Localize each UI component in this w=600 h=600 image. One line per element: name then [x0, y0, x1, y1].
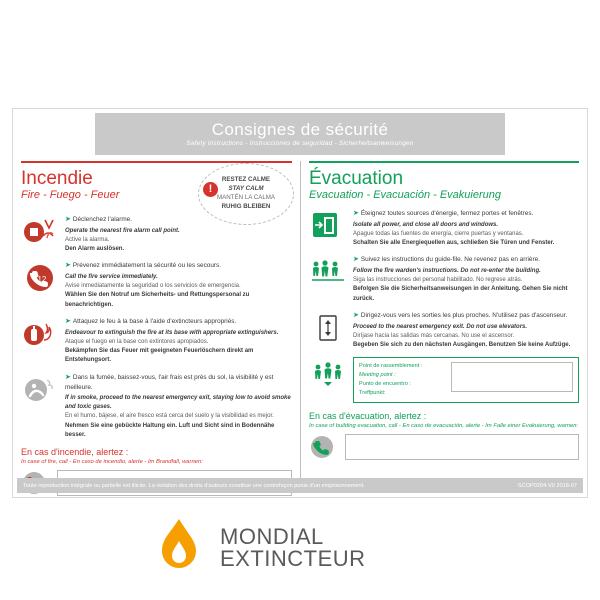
meeting-point-input[interactable] — [451, 362, 573, 392]
line-de: Begeben Sie sich zu den nächsten Ausgängen. Benutzen Sie keine Aufzüge. — [353, 342, 571, 349]
evacuation-alert-subtitle: In case of building evacuation, call - En caso de evacuación, alerte - Im Falle einer Evakuierung, warnen: — [309, 423, 579, 430]
poster-columns — [13, 161, 587, 479]
legal-code: SCOP0204-V0 2018-07 — [517, 482, 577, 489]
meeting-label-de: Treffpunkt: — [359, 390, 386, 397]
line-en: Operate the nearest fire alarm call point. — [65, 227, 180, 234]
emergency-exit-door-icon — [309, 209, 347, 248]
line-es: Apague todas las fuentes de energía, cierre puertas y ventanas. — [353, 230, 524, 237]
line-en: Follow the fire warden's instructions. Do not re-enter the building. — [353, 267, 541, 274]
list-item-translations — [65, 329, 292, 366]
stay-calm-es: MANTÉN LA CALMA — [216, 194, 276, 201]
list-item-translations — [65, 394, 292, 440]
list-item-translations — [353, 323, 579, 351]
assembly-point-icon — [309, 357, 347, 403]
stay-calm-en: STAY CALM — [228, 185, 264, 193]
fire-title: Incendie — [21, 168, 93, 189]
bullet-arrow-icon: ➤ — [353, 256, 359, 264]
list-item — [309, 311, 579, 350]
line-en: Isolate all power, and close all doors and windows. — [353, 221, 499, 228]
brand-line-2: EXTINCTEUR — [220, 546, 366, 571]
brand-logo — [148, 512, 458, 584]
meeting-label-es: Punto de encuentro : — [359, 381, 411, 388]
page-title: Consignes de sécurité — [211, 119, 389, 139]
list-item — [309, 209, 579, 248]
fire-extinguisher-icon — [21, 317, 59, 366]
line-es: Avise inmediatamente la seguridad o los servicios de emergencia. — [65, 283, 241, 290]
poster-header — [17, 113, 583, 155]
evacuation-alert-block — [309, 411, 579, 460]
phone-112-icon — [21, 261, 59, 310]
evacuation-subtitle: Evacuation - Evacuación - Evakuierung — [309, 189, 501, 201]
line-de: Bekämpfen Sie das Feuer mit geeigneten Feuerlöschern direkt am Entstehungsort. — [65, 348, 254, 364]
line-de: Nehmen Sie eine gebückte Haltung ein. Luft und Sicht sind in Bodennähe besser. — [65, 422, 275, 439]
brand-line-1: MONDIAL — [220, 524, 324, 549]
legal-text: Toute reproduction intégrale ou partielle est illicite. La violation des droits d'auteurs constitue une contrefaçon punie d'un emprisonnement. — [23, 482, 365, 489]
list-item-body — [65, 261, 292, 310]
list-item-body — [353, 209, 579, 248]
bullet-arrow-icon: ➤ — [353, 210, 359, 217]
bullet-arrow-icon: ➤ — [353, 312, 359, 320]
flame-logo-icon — [148, 517, 210, 579]
poster-header-texts — [186, 121, 413, 148]
list-item-translations — [353, 221, 579, 249]
brand-text — [220, 526, 366, 570]
line-de: Befolgen Sie die Sicherheitsanweisungen in der Anleitung. Gehen Sie nicht zurück. — [353, 286, 568, 302]
stay-calm-badge — [198, 163, 294, 225]
list-item-translations — [65, 273, 292, 310]
evacuation-title: Évacuation — [309, 168, 404, 189]
evacuation-group-walking-icon — [309, 255, 347, 304]
list-item-translations — [353, 267, 579, 304]
list-item-body — [353, 311, 579, 350]
bullet-arrow-icon: ➤ — [65, 262, 71, 270]
evacuation-alert-input[interactable] — [345, 434, 579, 460]
assembly-point-body — [353, 357, 579, 403]
line-es: Ataque el fuego en la base con extintores apropiados. — [65, 338, 209, 345]
list-item — [21, 373, 292, 441]
crawl-low-smoke-icon — [21, 373, 59, 441]
evacuation-alert-row — [309, 434, 579, 460]
meeting-point-panel — [353, 357, 579, 403]
list-item-lead: ➤ Suivez les instructions du guide-file. Ne revenez pas en arrière. — [353, 256, 540, 264]
list-item — [21, 261, 292, 310]
list-item-body — [65, 373, 292, 441]
meeting-label-fr: Point de rassemblement : — [359, 363, 423, 370]
list-item-body — [353, 255, 579, 304]
no-elevator-stairs-icon — [309, 311, 347, 350]
line-en: Endeavour to extinguish the fire at its base with appropriate extinguishers. — [65, 329, 279, 336]
stay-calm-de: RUHIG BLEIBEN — [221, 202, 271, 210]
assembly-point-row — [309, 357, 579, 403]
column-evacuation — [300, 161, 587, 479]
bullet-arrow-icon: ➤ — [65, 318, 71, 326]
fire-subtitle: Fire - Fuego - Feuer — [21, 189, 120, 201]
list-item-lead: ➤ Attaquez le feu à la base à l'aide d'extincteurs appropriés. — [65, 318, 237, 326]
safety-poster — [12, 108, 588, 498]
line-de: Wählen Sie den Notruf um Sicherheits- und Rettungspersonal zu benachrichtigen. — [65, 292, 250, 308]
list-item — [309, 255, 579, 304]
list-item-lead: ➤ Dans la fumée, baissez-vous, l'air frais est près du sol, la visibilité y est meilleure. — [65, 373, 274, 392]
meeting-label-en: Meeting point : — [359, 372, 396, 379]
legal-bar — [17, 478, 583, 493]
line-es: Siga las instrucciones del personal habilitado. No regrese atrás. — [353, 277, 523, 284]
fire-alert-title: En cas d'incendie, alertez : — [21, 447, 129, 458]
fire-alarm-call-point-icon — [21, 215, 59, 254]
list-item-translations — [65, 227, 292, 255]
exclamation-icon: ! — [203, 182, 218, 197]
evacuation-alert-title: En cas d'évacuation, alertez : — [309, 411, 427, 422]
stay-calm-fr: RESTEZ CALME — [221, 176, 271, 184]
list-item-lead: ➤ Dirigez-vous vers les sorties les plus proches. N'utilisez pas d'ascenseur. — [353, 312, 568, 320]
column-rule-green — [309, 161, 579, 163]
line-de: Den Alarm auslösen. — [65, 246, 125, 253]
list-item — [21, 317, 292, 366]
bullet-arrow-icon: ➤ — [65, 373, 71, 381]
line-en: If in smoke, proceed to the nearest emergency exit, staying low to avoid smoke and toxic gases. — [65, 394, 291, 411]
page-subtitle: Safety instructions - Instrucciones de seguridad - Sicherheitsanweisungen — [186, 139, 414, 147]
list-item-body — [65, 317, 292, 366]
line-es: En el humo, bájese, el aire fresco está cerca del suelo y la visibilidad es mejor. — [65, 413, 274, 420]
line-en: Call the fire service immediately. — [65, 273, 158, 280]
line-es: Active la alarma. — [65, 236, 110, 243]
fire-alert-subtitle: In case of fire, call - En caso de incendio, alerte - Im Brandfall, warnen: — [21, 459, 203, 466]
list-item-lead: ➤ Prévenez immédiatement la sécurité ou les secours. — [65, 262, 221, 270]
list-item-lead: ➤ Déclenchez l'alarme. — [65, 216, 132, 223]
meeting-point-labels — [359, 362, 445, 398]
list-item-lead: ➤ Éteignez toutes sources d'énergie, fermez portes et fenêtres. — [353, 210, 534, 217]
column-fire — [13, 161, 300, 479]
line-en: Proceed to the nearest emergency exit. Do not use elevators. — [353, 323, 528, 330]
svg-text:112: 112 — [33, 275, 47, 285]
phone-handset-icon — [309, 434, 339, 460]
line-es: Diríjase hacia las salidas más cercanas. No use el ascensor. — [353, 332, 515, 339]
line-de: Schalten Sie alle Energiequellen aus, schließen Sie Türen und Fenster. — [353, 240, 555, 247]
bullet-arrow-icon: ➤ — [65, 216, 71, 223]
